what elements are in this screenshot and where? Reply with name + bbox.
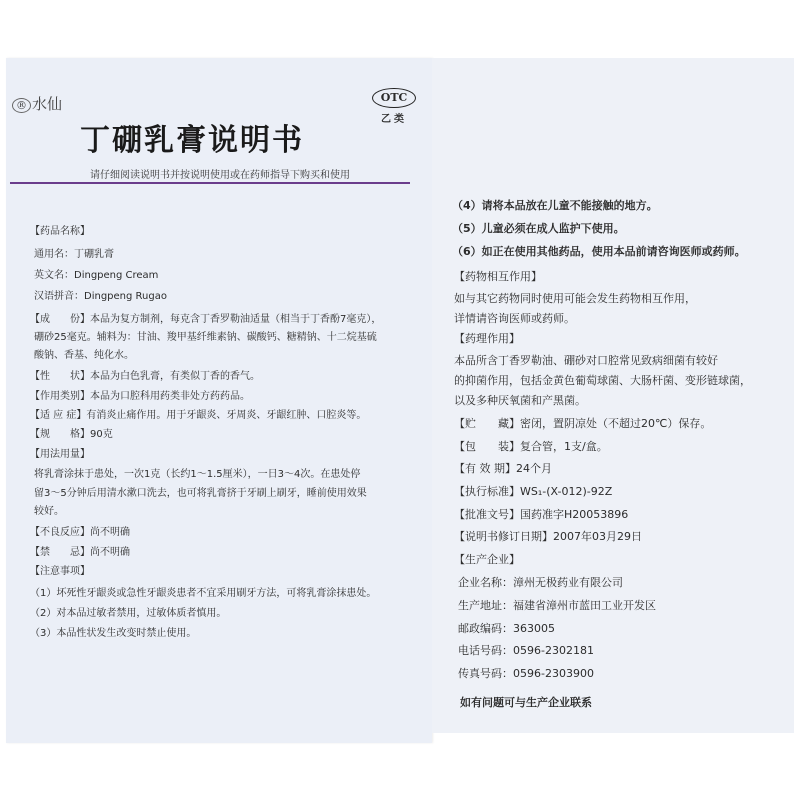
postcode: 邮政编码：363005 [458, 622, 555, 635]
precaution-item-3: （3）本品性状发生改变时禁止使用。 [30, 628, 197, 639]
pharmacology-line-1: 本品所含丁香罗勒油、硼砂对口腔常见致病细菌有较好 [454, 354, 718, 367]
usage-line-2: 留3～5分钟后用清水漱口洗去，也可将乳膏挤于牙刷上刷牙，睡前使用效果 [34, 488, 367, 499]
drug-name-header: 【药品名称】 [30, 226, 90, 237]
contact-note: 如有问题可与生产企业联系 [460, 696, 592, 709]
execution-standard: 【执行标准】WS₁-(X-012)-92Z [454, 485, 613, 498]
precaution-item-2: （2）对本品过敏者禁用，过敏体质者慎用。 [30, 608, 227, 619]
pharmacology-line-3: 以及多种厌氧菌和产黑菌。 [454, 394, 586, 407]
company-address: 生产地址：福建省漳州市蓝田工业开发区 [458, 599, 656, 612]
drug-category: 【作用类别】本品为口腔科用药类非处方药药品。 [30, 391, 250, 402]
title-divider [10, 182, 410, 184]
properties: 【性 状】本品为白色乳膏，有类似丁香的香气。 [30, 371, 260, 382]
indications: 【适 应 症】有消炎止痛作用。用于牙龈炎、牙周炎、牙龈红肿、口腔炎等。 [30, 410, 367, 421]
page-subtitle: 请仔细阅读说明书并按说明使用或在药师指导下购买和使用 [90, 170, 350, 181]
usage-line-3: 较好。 [34, 506, 64, 517]
usage-line-1: 将乳膏涂抹于患处，一次1克（长约1～1.5厘米），一日3～4次。在患处停 [34, 469, 361, 480]
precautions-header: 【注意事项】 [30, 566, 90, 577]
brand-logo-text: 水仙 [32, 95, 63, 113]
phone-number: 电话号码：0596-2302181 [458, 644, 594, 657]
package: 【包 装】复合管，1支/盒。 [454, 440, 608, 453]
common-name: 通用名：丁硼乳膏 [34, 249, 114, 260]
pinyin-name: 汉语拼音：Dingpeng Rugao [34, 291, 167, 302]
validity: 【有 效 期】24个月 [454, 462, 552, 475]
pharmacology-header: 【药理作用】 [454, 332, 520, 345]
precaution-item-5: （5）儿童必须在成人监护下使用。 [452, 222, 625, 235]
approval-number: 【批准文号】国药准字H20053896 [454, 508, 629, 521]
specification: 【规 格】90克 [30, 429, 113, 440]
precaution-item-6: （6）如正在使用其他药品，使用本品前请咨询医师或药师。 [452, 245, 746, 258]
fax-number: 传真号码：0596-2303900 [458, 667, 594, 680]
composition-line-3: 酸钠、香基、纯化水。 [34, 350, 134, 361]
company-name: 企业名称：漳州无极药业有限公司 [458, 576, 623, 589]
page-title: 丁硼乳膏说明书 [80, 123, 304, 158]
manufacturer-header: 【生产企业】 [454, 553, 520, 566]
usage-header: 【用法用量】 [30, 449, 90, 460]
composition-line-1: 【成 份】本品为复方制剂，每克含丁香罗勒油适量（相当于丁香酚7毫克）， [30, 314, 382, 325]
pharmacology-line-2: 的抑菌作用，包括金黄色葡萄球菌、大肠杆菌、变形链球菌， [454, 374, 751, 387]
interaction-header: 【药物相互作用】 [454, 270, 542, 283]
precaution-item-4: （4）请将本品放在儿童不能接触的地方。 [452, 199, 658, 212]
revision-date: 【说明书修订日期】2007年03月29日 [454, 530, 642, 543]
composition-line-2: 硼砂25毫克。辅料为：甘油、羧甲基纤维素钠、碳酸钙、糖精钠、十二烷基硫 [34, 332, 377, 343]
storage: 【贮 藏】密闭，置阴凉处（不超过20℃）保存。 [454, 417, 712, 430]
otc-badge: OTC [372, 88, 416, 108]
adverse-reactions: 【不良反应】尚不明确 [30, 527, 130, 538]
interaction-line-2: 详情请咨询医师或药师。 [454, 312, 575, 325]
brand-logo [12, 93, 62, 114]
contraindications: 【禁 忌】尚不明确 [30, 547, 130, 558]
otc-category: 乙类 [381, 114, 407, 125]
interaction-line-1: 如与其它药物同时使用可能会发生药物相互作用， [454, 292, 696, 305]
registered-mark: ® [12, 98, 31, 113]
precaution-item-1: （1）坏死性牙龈炎或急性牙龈炎患者不宜采用刷牙方法，可将乳膏涂抹患处。 [30, 588, 377, 599]
english-name: 英文名：Dingpeng Cream [34, 270, 159, 281]
